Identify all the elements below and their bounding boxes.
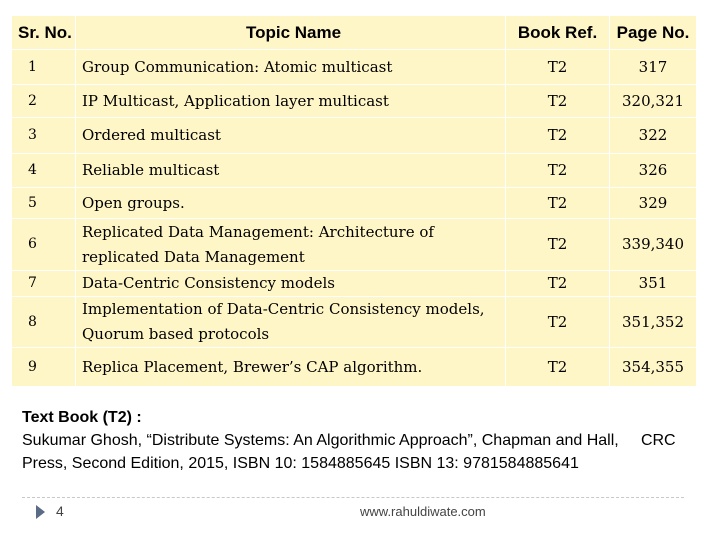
row-book-ref: T2 [506, 348, 610, 386]
row-book-ref: T2 [506, 271, 610, 296]
row-page-no: 351 [638, 274, 668, 292]
table-row [12, 154, 696, 188]
topics-table [12, 16, 696, 386]
table-row [12, 297, 696, 348]
row-page-no: 351,352 [621, 312, 685, 331]
row-book-ref: T2 [506, 154, 610, 187]
row-page-no: 329 [638, 193, 668, 212]
page-number: 4 [56, 503, 64, 519]
row-topic: Data-Centric Consistency models [76, 271, 506, 296]
row-book-ref: T2 [506, 118, 610, 153]
footer-divider [22, 497, 684, 498]
row-topic: Replicated Data Management: Architecture of replicated Data Management [76, 219, 506, 270]
row-topic: Replica Placement, Brewer’s CAP algorithm. [76, 348, 506, 386]
row-topic: Ordered multicast [76, 118, 506, 153]
textbook-citation: Sukumar Ghosh, “Distribute Systems: An Algorithmic Approach”, Chapman and Hall, CRC Press, Second Edition, 2015, ISBN 10: 1584885645 ISBN 13: 9781584885641 [22, 432, 681, 472]
row-sr-no: 4 [12, 154, 76, 187]
row-book-ref: T2 [506, 219, 610, 270]
row-page-no: 326 [638, 161, 668, 179]
row-page-no: 322 [638, 126, 668, 144]
textbook-title: Text Book (T2) : [22, 409, 142, 426]
row-topic: IP Multicast, Application layer multicast [76, 85, 506, 117]
row-topic: Open groups. [76, 188, 506, 218]
row-topic: Reliable multicast [76, 154, 506, 187]
row-sr-no: 9 [12, 348, 76, 386]
table-header-row [12, 16, 696, 50]
row-book-ref: T2 [506, 85, 610, 117]
table-row [12, 118, 696, 154]
table-row [12, 85, 696, 118]
header-topic-name: Topic Name [76, 16, 506, 49]
row-page-no: 354,355 [621, 357, 685, 376]
table-row [12, 348, 696, 386]
table-row [12, 219, 696, 271]
row-sr-no: 8 [12, 297, 76, 347]
website-url: www.rahuldiwate.com [360, 504, 486, 519]
row-page-no: 317 [638, 57, 668, 76]
row-sr-no: 3 [12, 118, 76, 153]
row-page-no: 339,340 [621, 235, 685, 253]
row-topic: Group Communication: Atomic multicast [76, 50, 506, 84]
header-sr-no: Sr. No. [12, 16, 76, 49]
textbook-reference [22, 406, 702, 475]
row-topic: Implementation of Data-Centric Consistency models, Quorum based protocols [76, 297, 506, 347]
row-sr-no: 1 [12, 50, 76, 84]
header-page-no: Page No. [616, 22, 690, 42]
row-sr-no: 6 [12, 219, 76, 270]
row-sr-no: 2 [12, 85, 76, 117]
table-row [12, 50, 696, 85]
row-book-ref: T2 [506, 297, 610, 347]
row-sr-no: 7 [12, 271, 76, 296]
row-book-ref: T2 [506, 50, 610, 84]
table-row [12, 271, 696, 297]
row-page-no: 320,321 [621, 91, 685, 110]
header-book-ref: Book Ref. [506, 16, 610, 49]
row-book-ref: T2 [506, 188, 610, 218]
row-sr-no: 5 [12, 188, 76, 218]
table-row [12, 188, 696, 219]
arrow-right-icon [36, 505, 45, 519]
